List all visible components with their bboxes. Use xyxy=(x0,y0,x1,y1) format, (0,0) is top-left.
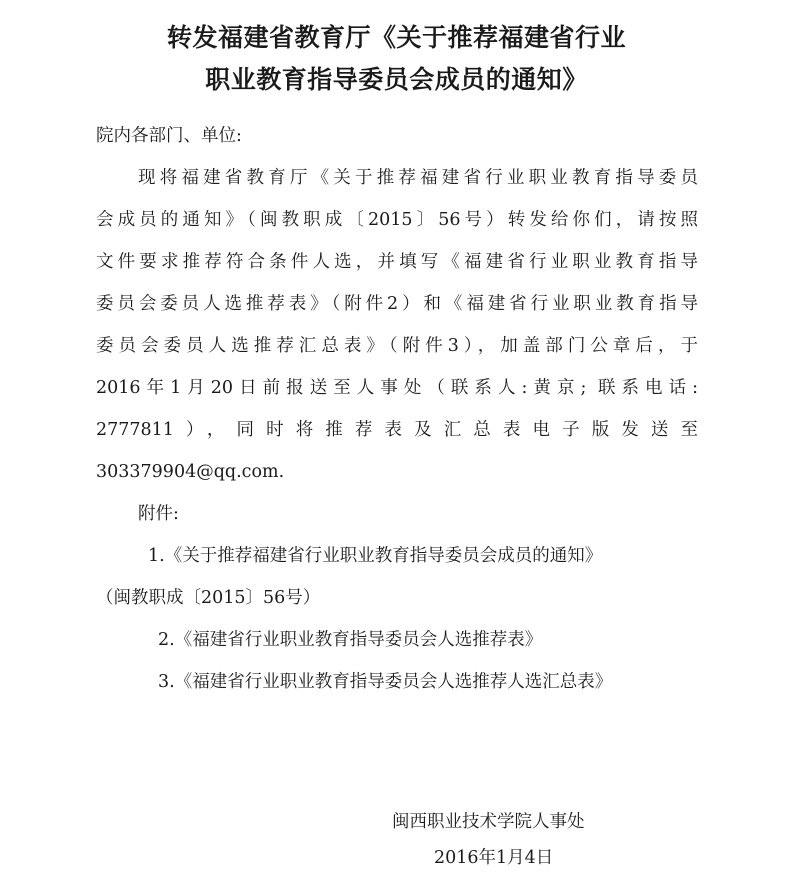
body-line-3: 文件要求推荐符合条件人选，并填写《福建省行业职业教育指导 xyxy=(96,252,698,272)
attachment-item-1: 1.《关于推荐福建省行业职业教育指导委员会成员的通知》 xyxy=(148,546,603,566)
attachment-item-2: 2.《福建省行业职业教育指导委员会人选推荐表》 xyxy=(158,630,543,650)
document-title-line-1: 转发福建省教育厅《关于推荐福建省行业 xyxy=(166,23,626,52)
body-line-4: 委员会委员人选推荐表》（附件2）和《福建省行业职业教育指导 xyxy=(96,294,698,314)
salutation: 院内各部门、单位: xyxy=(96,126,242,146)
email-address: 303379904@qq.com. xyxy=(96,462,285,482)
body-line-7: 2777811），同时将推荐表及汇总表电子版发送至 xyxy=(96,420,698,440)
body-line-2: 会成员的通知》（闽教职成〔2015〕56号）转发给你们，请按照 xyxy=(96,210,698,230)
attachment-item-1-doc-number: （闽教职成〔2015〕56号） xyxy=(96,588,321,608)
document-title-line-2: 职业教育指导委员会成员的通知》 xyxy=(205,65,588,94)
signature-org: 闽西职业技术学院人事处 xyxy=(392,812,585,832)
attachments-heading: 附件: xyxy=(138,504,179,524)
attachment-item-3: 3.《福建省行业职业教育指导委员会人选推荐人选汇总表》 xyxy=(158,672,613,692)
signature-date: 2016年1月4日 xyxy=(434,848,554,868)
body-line-5: 委员会委员人选推荐汇总表》（附件3），加盖部门公章后，于 xyxy=(96,336,698,356)
body-line-6: 2016年1月20日前报送至人事处（联系人:黄京; 联系电话: xyxy=(96,378,698,398)
body-line-1: 现将福建省教育厅《关于推荐福建省行业职业教育指导委员 xyxy=(138,168,698,188)
